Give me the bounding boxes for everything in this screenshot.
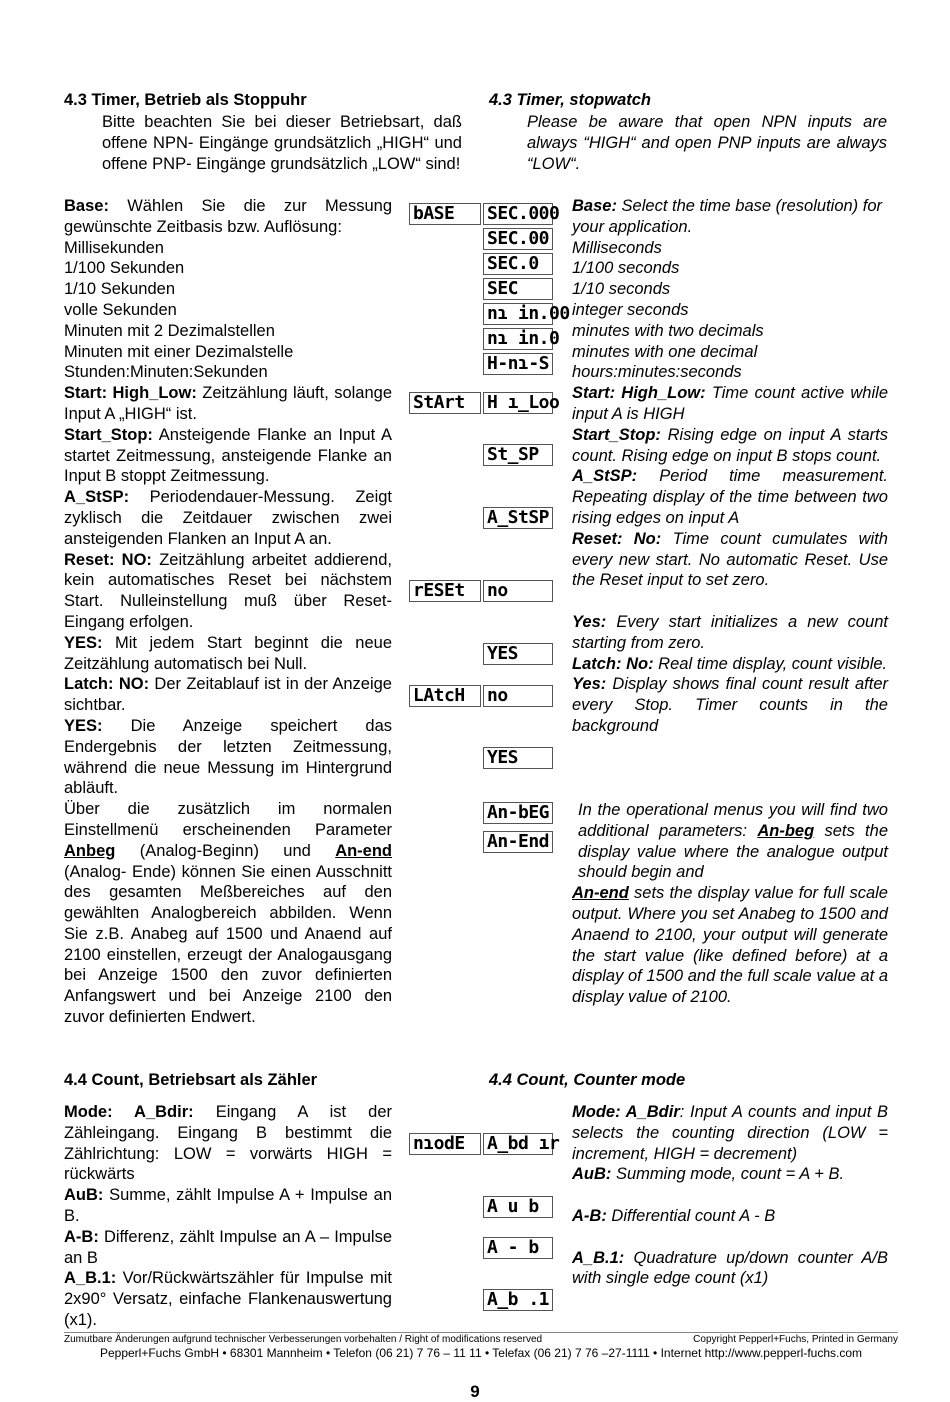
astsp-text-de: Periodendauer-Messung. Zeigt zyklisch die Zeitdauer zwischen zwei ansteigenden Flanken an Input A an. [64,488,392,548]
yes2-label-en: Yes: [572,675,607,694]
yes1-text-de: Mit jedem Start beginnt die neue Zeitzählung automatisch bei Null. [64,633,392,673]
footer-copyright: Copyright Pepperl+Fuchs, Printed in Germany [693,1334,898,1345]
mode-label-de: Mode: A_Bdir: [64,1103,194,1121]
start-text-de: Zeitzählung läuft, solange Input A „HIGH“ ist. [64,384,393,423]
base-option-de: 1/100 Sekunden [64,259,185,278]
lcd-display-aub: A u b [483,1196,553,1218]
base-text-de: Wählen Sie die zur Messung gewünschte Zeitbasis bzw. Auflösung: [64,197,392,236]
startstop-label-de: Start_Stop: [64,425,153,444]
astsp-label-en: A_StSP: [572,467,638,486]
lcd-display-reset-yes: YES [483,643,553,665]
lcd-display-abdir: A_bd ır [483,1133,553,1155]
yes1-label-de: YES: [64,633,103,652]
section-4-3-title-en: 4.3 Timer, stopwatch [489,91,652,109]
mode-text-de: Eingang A ist der Zähleingang. Eingang B bestimmt die Zählrichtung: LOW = vorwärts HIGH = rückwärts [64,1103,392,1184]
startstop-label-en: Start_Stop: [572,425,661,444]
mode-label-en: Mode: A_Bdir [572,1103,680,1121]
lcd-display-astsp: A_StSP [483,507,553,529]
analog-block-en [572,800,888,1008]
ab1-label-de: A_B.1: [64,1269,117,1288]
base-option-de: Minuten mit einer Dezimalstelle [64,342,294,361]
lcd-display-sec: SEC [483,278,553,300]
base-block-en [572,196,888,737]
amb-text-en: Differential count A - B [611,1206,776,1225]
lcd-display-stsp: St_SP [483,444,553,466]
lcd-display-sec000: SEC.000 [483,203,553,225]
anend-term-en: An-end [572,884,629,903]
base-option-en: 1/10 seconds [572,280,671,299]
ab1-text-de: Vor/Rückwärtszähler für Impulse mit 2x90° Versatz, einfache Flankenauswertung (x1). [64,1269,392,1329]
base-option-de: volle Sekunden [64,300,177,319]
base-option-en: hours:minutes:seconds [572,363,742,382]
anend-term-de: An-end [335,841,393,860]
ab1-text-en: Quadrature up/down counter A/B with single edge count (x1) [572,1248,888,1288]
analog-post-en: sets the display value for full scale output. Where you set Anabeg to 1500 and Anaend to 2100, your output will generate the start value (like defined before) at a display of 1500 and the full scale value at a display value of 2100. [572,884,888,1007]
base-block-de [64,196,392,1028]
reset-text-de: Zeitzählung arbeitet addierend, kein automatisches Reset bei nächstem Start. Nulleinstellung muß über Reset- Eingang erfolgen. [64,550,392,631]
analog-mid-en: sets the display value where the analogue output should begin and [578,821,888,882]
section-4-3-intro-de: Bitte beachten Sie bei dieser Betriebsart, daß offene NPN- Eingänge grundsätzlich „HIGH“ und offene PNP- Eingänge grundsätzlich „LOW“ sind! [102,113,462,173]
count-block-de [64,1102,392,1331]
base-text-en: Select the time base (resolution) for your application. [572,197,883,236]
startstop-text-de: Ansteigende Flanke an Input A startet Zeitmessung, ansteigende Flanke an Input B stoppt Zeitmessung. [64,425,392,486]
base-option-en: minutes with two decimals [572,321,764,340]
astsp-label-de: A_StSP: [64,488,130,507]
lcd-display-min0: nɿ in.0 [483,328,553,350]
yes1-label-en: Yes: [572,612,607,631]
analog-pre-de: Über die zusätzlich im normalen Einstellmenü erscheinenden Parameter [64,800,392,839]
lcd-display-min00: nɿ in.00 [483,303,553,325]
base-option-en: integer seconds [572,300,689,319]
analog-pre-en: In the operational menus you will find two additional parameters: [578,801,888,840]
base-option-en: Milliseconds [572,238,662,257]
analog-post-de: (Analog- Ende) können Sie einen Ausschnitt des gesamten Meßbereiches auf den gewählten Analogbereich abbilden. Wenn Sie z.B. Anabeg auf 1500 und Anaend auf 2100 einstellen, erzeugt der Analogausgang bei Anzeige 1500 den zuvor definierten Anfangswert und bei Anzeige 2100 den zuvor definierten Endwert. [64,862,392,1027]
base-option-de: 1/10 Sekunden [64,280,176,299]
latch-label-en: Latch: No: [572,654,654,673]
lcd-display-sec00: SEC.00 [483,228,553,250]
latch-text-de: Der Zeitablauf ist in der Anzeige sichtbar. [64,675,392,715]
lcd-display-hilo: H ı_Loo [483,392,553,414]
footer-contact: Pepperl+Fuchs GmbH • 68301 Mannheim • Telefon (06 21) 7 76 – 11 11 • Telefax (06 21) 7 76 –27-1111 • Internet http://www.pepperl-fuchs.com [99,1346,863,1360]
start-label-en: Start: High_Low: [572,384,706,403]
lcd-display-mode: nɿodE [409,1133,481,1155]
footer-rights: Zumutbare Änderungen aufgrund technischer Verbesserungen vorbehalten / Right of modifications reserved [64,1334,543,1345]
startstop-text-en: Rising edge on input A starts count. Rising edge on input B stops count. [572,425,888,465]
yes1-text-en: Every start initializes a new count starting from zero. [572,612,888,652]
lcd-display-latch-no: no [483,685,553,707]
lcd-display-reset: rESEt [409,580,481,602]
lcd-display-anbeg: An-bEG [483,802,553,824]
section-4-4-title-de: 4.4 Count, Betriebsart als Zähler [64,1071,318,1089]
lcd-display-base: bASE [409,203,481,225]
ab1-label-en: A_B.1: [572,1248,625,1267]
yes2-label-de: YES: [64,716,103,735]
base-option-en: minutes with one decimal [572,342,758,361]
lcd-display-reset-no: no [483,580,553,602]
amb-label-de: A-B: [64,1227,99,1246]
lcd-display-ab1: A_b .1 [483,1289,553,1311]
lcd-display-amb: A - b [483,1237,553,1259]
base-option-de: Millisekunden [64,238,164,257]
reset-label-en: Reset: No: [572,529,662,548]
base-option-de: Stunden:Minuten:Sekunden [64,363,268,382]
start-label-de: Start: High_Low: [64,384,197,403]
base-label-de: Base: [64,197,109,215]
latch-label-de: Latch: NO: [64,675,150,694]
lcd-display-sec0: SEC.0 [483,253,553,275]
anbeg-term-de: Anbeg [64,841,116,860]
section-4-3-title-de: 4.3 Timer, Betrieb als Stoppuhr [64,91,307,109]
aub-text-de: Summe, zählt Impulse A + Impulse an B. [64,1186,392,1225]
anbeg-term-en: An-beg [757,821,815,840]
reset-text-en: Time count cumulates with every new start. No automatic Reset. Use the Reset input to set zero. [572,529,888,590]
footer-disclaimer [64,1332,898,1345]
lcd-display-latch-yes: YES [483,747,553,769]
aub-label-de: AuB: [64,1186,104,1205]
astsp-text-en: Period time measurement. Repeating display of the time between two rising edges on input A [572,467,888,527]
yes2-text-de: Die Anzeige speichert das Endergebnis der letzten Zeitmessung, während die neue Messung im Hintergrund abläuft. [64,716,393,798]
base-option-en: 1/100 seconds [572,259,680,278]
yes2-text-en: Display shows final count result after every Stop. Timer counts in the background [572,675,888,735]
section-4-4-title-en: 4.4 Count, Counter mode [489,1071,686,1089]
lcd-display-anend: An-End [483,831,553,853]
lcd-display-start: StArt [409,392,481,414]
section-4-3-intro-en: Please be aware that open NPN inputs are always “HIGH“ and open PNP inputs are always “LOW“. [527,113,887,173]
mode-text-en: : Input A counts and input B selects the counting direction (LOW = increment, HIGH = decrement) [572,1103,888,1163]
analog-mid-de: (Analog-Beginn) und [139,841,311,860]
start-text-en: Time count active while input A is HIGH [572,384,888,423]
count-block-en [572,1102,888,1289]
lcd-display-latch: LAtcH [409,685,481,707]
latch-text-en: Real time display, count visible. [658,654,888,673]
amb-label-en: A-B: [572,1206,607,1225]
lcd-display-hms: H-nɿ-S [483,353,553,375]
amb-text-de: Differenz, zählt Impulse an A – Impulse an B [64,1227,392,1267]
reset-label-de: Reset: NO: [64,550,152,569]
base-option-de: Minuten mit 2 Dezimalstellen [64,321,275,340]
page-number: 9 [470,1382,480,1401]
aub-text-en: Summing mode, count = A + B. [616,1165,845,1184]
aub-label-en: AuB: [572,1165,612,1184]
base-label-en: Base: [572,197,617,215]
